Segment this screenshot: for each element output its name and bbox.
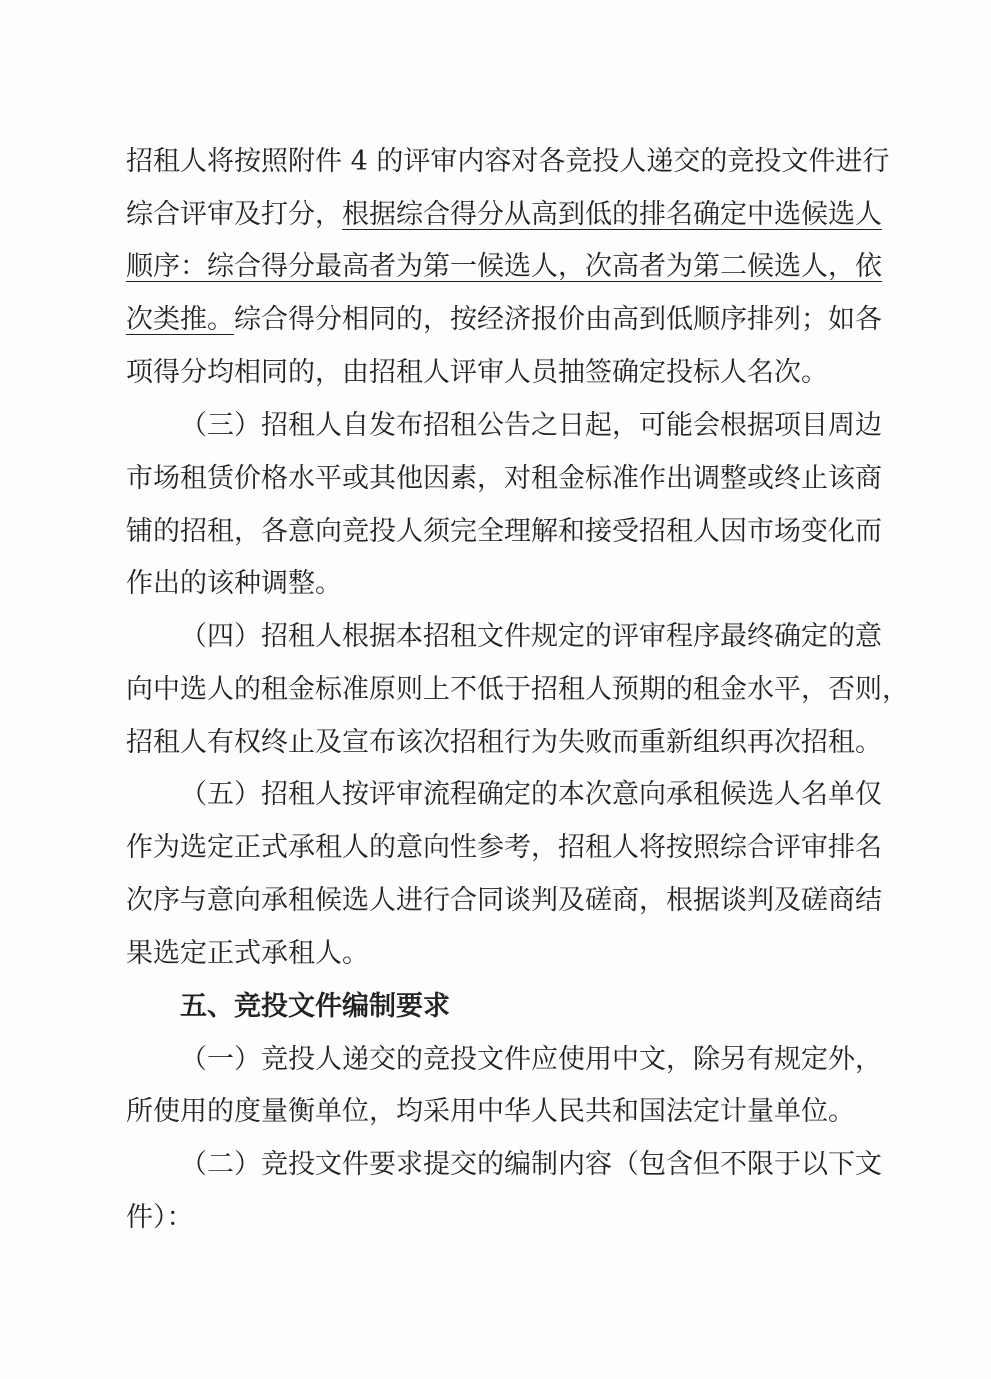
underlined-text: 次类推。 — [126, 304, 234, 335]
text-segment: （二）竞投文件要求提交的编制内容（包含但不限于以下文 — [180, 1149, 882, 1180]
paragraph-first-line — [180, 1145, 882, 1185]
paragraph-first-line — [180, 775, 882, 815]
underlined-text: 根据综合得分从高到低的排名确定中选候选人 — [342, 199, 882, 230]
text-segment: （五）招租人按评审流程确定的本次意向承租候选人名单仅 — [180, 779, 882, 810]
text-line — [126, 512, 882, 552]
underlined-text: 顺序：综合得分最高者为第一候选人，次高者为第二候选人，依 — [126, 251, 882, 282]
paragraph-first-line — [180, 1040, 882, 1080]
text-segment: 综合得分相同的，按经济报价由高到低顺序排列；如各 — [234, 304, 882, 335]
text-segment: 果选定正式承租人。 — [126, 938, 369, 969]
text-segment: 所使用的度量衡单位，均采用中华人民共和国法定计量单位。 — [126, 1096, 855, 1127]
text-segment: 综合评审及打分， — [126, 199, 342, 230]
text-line — [126, 300, 882, 340]
paragraph-first-line — [180, 617, 882, 657]
text-segment: 向中选人的租金标准原则上不低于招租人预期的租金水平，否则， — [126, 674, 909, 705]
text-line — [126, 670, 909, 710]
text-line — [126, 195, 882, 235]
section-heading — [180, 987, 872, 1027]
text-segment: 次序与意向承租候选人进行合同谈判及磋商，根据谈判及磋商结 — [126, 885, 882, 916]
text-segment: 作出的该种调整。 — [126, 568, 342, 599]
text-line — [126, 881, 882, 921]
text-segment: 件）： — [126, 1202, 194, 1233]
text-segment: 五、竞投文件编制要求 — [180, 991, 450, 1022]
paragraph-first-line — [180, 406, 882, 446]
text-segment: 项得分均相同的，由招租人评审人员抽签确定投标人名次。 — [126, 357, 828, 388]
text-segment: （一）竞投人递交的竞投文件应使用中文，除另有规定外， — [180, 1044, 882, 1075]
text-line — [126, 1092, 872, 1132]
text-line — [126, 459, 882, 499]
text-line — [126, 353, 872, 393]
text-segment: 铺的招租，各意向竞投人须完全理解和接受招租人因市场变化而 — [126, 516, 882, 547]
text-line — [126, 828, 882, 868]
text-segment: 作为选定正式承租人的意向性参考，招租人将按照综合评审排名 — [126, 832, 882, 863]
text-line — [126, 723, 882, 763]
text-line — [126, 934, 872, 974]
text-line — [126, 142, 890, 182]
text-line — [126, 564, 872, 604]
text-line — [126, 1198, 872, 1238]
text-segment: 招租人有权终止及宣布该次招租行为失败而重新组织再次招租。 — [126, 727, 882, 758]
text-segment: （三）招租人自发布招租公告之日起，可能会根据项目周边 — [180, 410, 882, 441]
text-segment: 市场租赁价格水平或其他因素，对租金标准作出调整或终止该商 — [126, 463, 882, 494]
text-segment: 招租人将按照附件 4 的评审内容对各竞投人递交的竞投文件进行 — [126, 146, 890, 177]
text-segment: （四）招租人根据本招租文件规定的评审程序最终确定的意 — [180, 621, 882, 652]
text-line — [126, 247, 882, 287]
